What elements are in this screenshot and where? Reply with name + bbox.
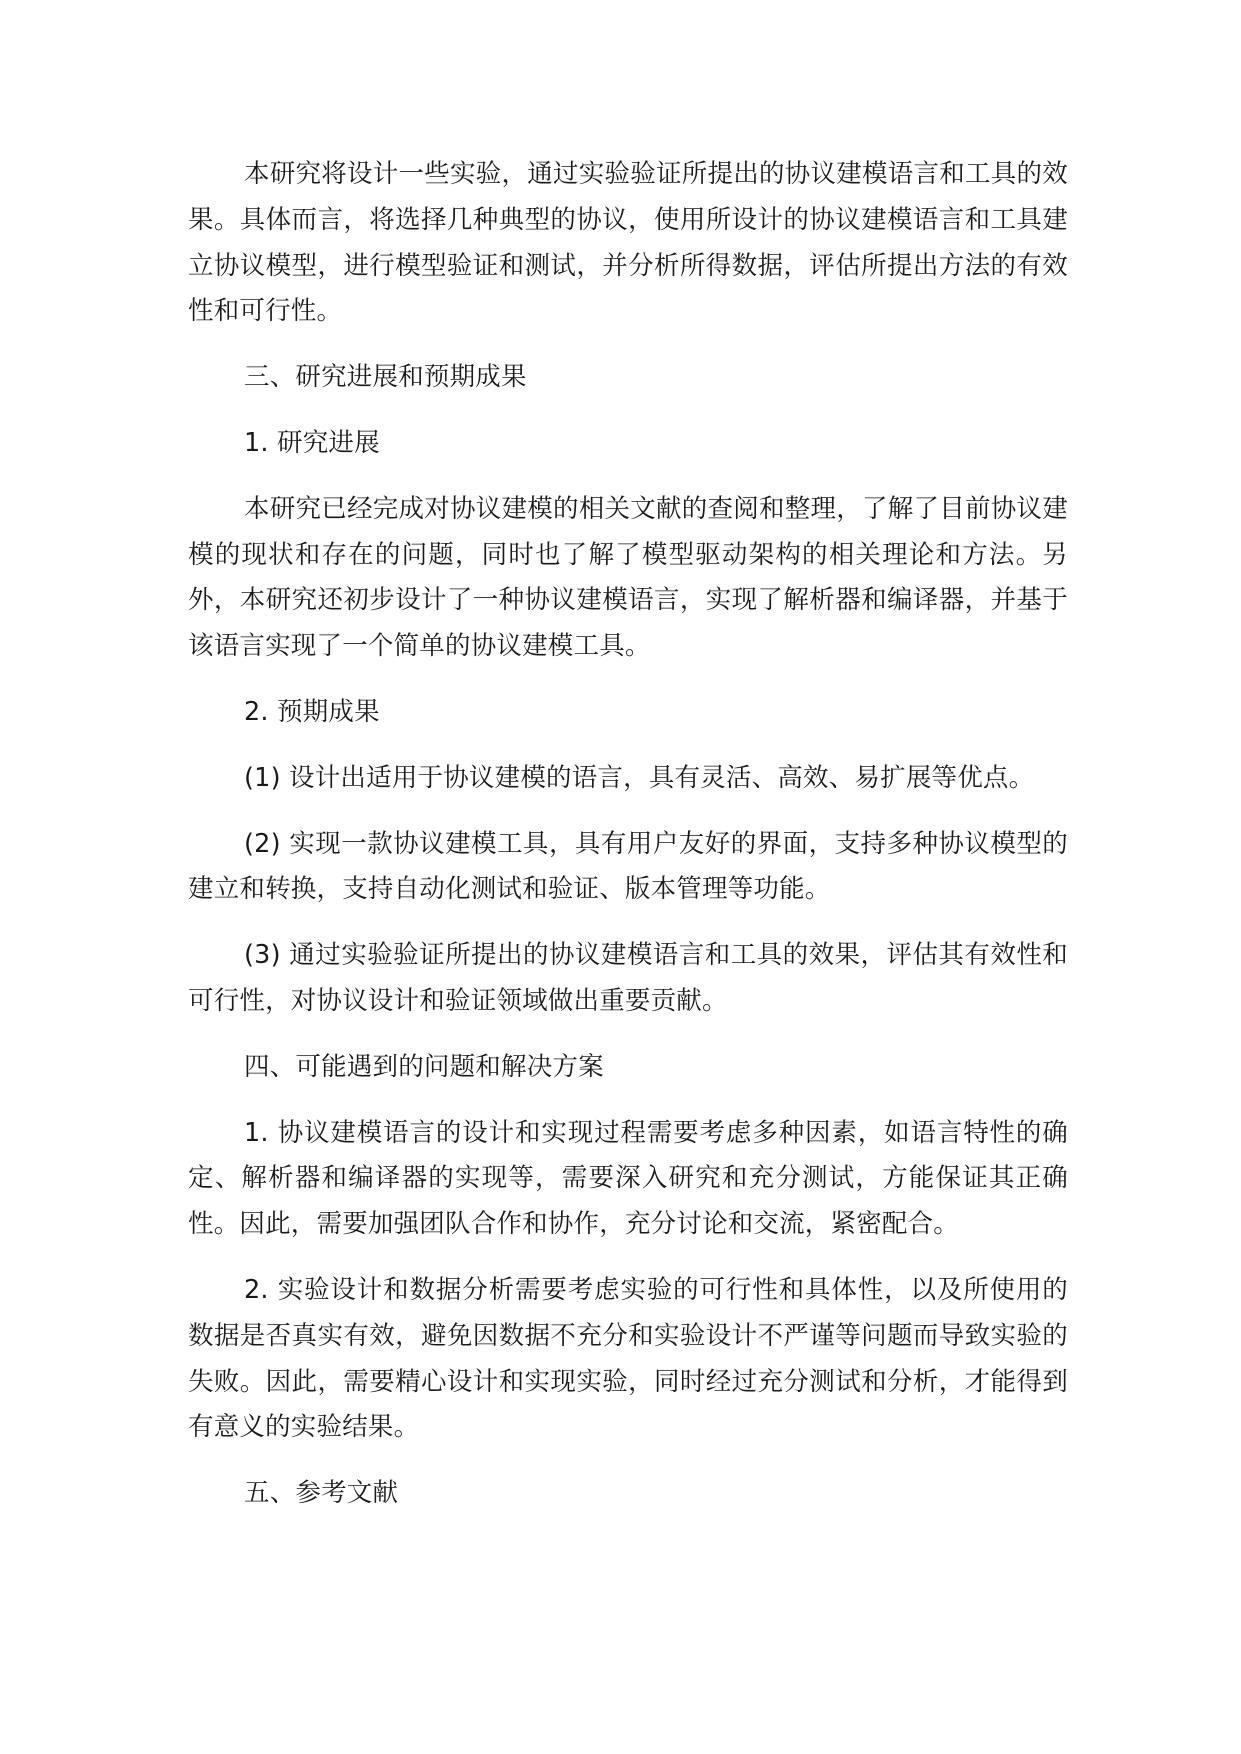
paragraph-expected-result-2: (2) 实现一款协议建模工具，具有用户友好的界面，支持多种协议模型的建立和转换，支持自动化测试和验证、版本管理等功能。: [188, 828, 1068, 905]
paragraph-expected-result-3: (3) 通过实验验证所提出的协议建模语言和工具的效果，评估其有效性和可行性，对协议设计和验证领域做出重要贡献。: [188, 940, 1068, 1016]
paragraph-problem-2: 2. 实验设计和数据分析需要考虑实验的可行性和具体性，以及所使用的数据是否真实有效，避免因数据不充分和实验设计不严谨等问题而导致实验的失败。因此，需要精心设计和实现实验，同时经过充分测试和分析，才能得到有意义的实验结果。: [188, 1274, 1068, 1443]
paragraph-research-progress: 本研究已经完成对协议建模的相关文献的查阅和整理，了解了目前协议建模的现状和存在的问题，同时也了解了模型驱动架构的相关理论和方法。另外，本研究还初步设计了一种协议建模语言，实现了解析器和编译器，并基于该语言实现了一个简单的协议建模工具。: [188, 493, 1068, 662]
section-heading-problems: 四、可能遇到的问题和解决方案: [244, 1051, 604, 1082]
section-heading-references: 五、参考文献: [244, 1478, 399, 1509]
subheading-expected-results: 2. 预期成果: [244, 696, 380, 727]
paragraph-experiment-design: 本研究将设计一些实验，通过实验验证所提出的协议建模语言和工具的效果。具体而言，将选择几种典型的协议，使用所设计的协议建模语言和工具建立协议模型，进行模型验证和测试，并分析所得数据，评估所提出方法的有效性和可行性。: [188, 159, 1068, 327]
paragraph-problem-1: 1. 协议建模语言的设计和实现过程需要考虑多种因素，如语言特性的确定、解析器和编译器的实现等，需要深入研究和充分测试，方能保证其正确性。因此，需要加强团队合作和协作，充分讨论和交流，紧密配合。: [188, 1117, 1068, 1240]
document-page: [188, 152, 1068, 1537]
section-heading-progress: 三、研究进展和预期成果: [244, 362, 527, 393]
paragraph-expected-result-1: (1) 设计出适用于协议建模的语言，具有灵活、高效、易扩展等优点。: [244, 762, 1035, 793]
subheading-research-progress: 1. 研究进展: [244, 427, 380, 458]
